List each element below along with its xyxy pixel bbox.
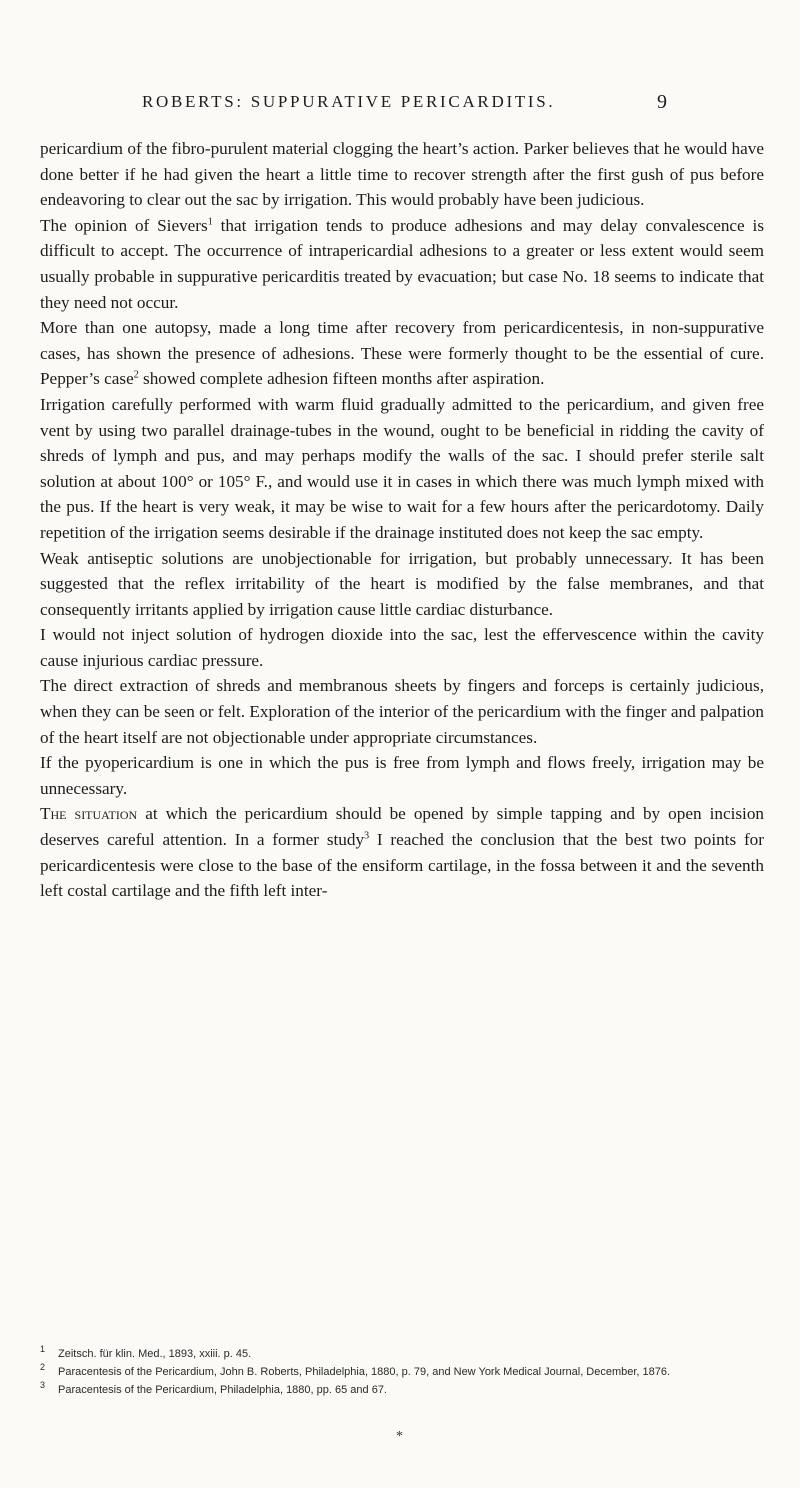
paragraph-3 <box>40 315 764 392</box>
footnote-ref-2: 2 <box>133 369 139 381</box>
footnote-3: 3 Paracentesis of the Pericardium, Philadelphia, 1880, pp. 65 and 67. <box>40 1380 387 1396</box>
page-number: 9 <box>657 91 667 113</box>
paragraph-2-part-b: that irrigation tends to produce adhesions and may delay convalescence is difficult to accept. The occurrence of intrapericardial adhesions to a greater or less extent would seem usually probable in suppurative pericarditis treated by evacuation; but case No. 18 seems to indicate that they need not occur. <box>40 215 765 312</box>
footnote-2: 2 Paracentesis of the Pericardium, John B. Roberts, Philadelphia, 1880, p. 79, and New York Medical Journal, December, 1876. <box>40 1362 671 1378</box>
body-text <box>40 136 764 904</box>
paragraph-1: pericardium of the fibro-purulent material clogging the heart’s action. Parker believes that he would have done better if he had given the heart a little time to recover strength after the first gush of pus before endeavoring to clear out the sac by irrigation. This would probably have been judicious. <box>40 139 764 210</box>
paragraph-8: If the pyopericardium is one in which the pus is free from lymph and flows freely, irrigation may be unnecessary. <box>40 753 764 798</box>
paragraph-9 <box>40 801 764 903</box>
paragraph-7: The direct extraction of shreds and membranous sheets by fingers and forceps is certainly judicious, when they can be seen or felt. Exploration of the interior of the pericardium with the finger and palpation of the heart itself are not objectionable under appropriate circumstances. <box>40 676 764 747</box>
paragraph-6: I would not inject solution of hydrogen dioxide into the sac, lest the effervescence within the cavity cause injurious cardiac pressure. <box>40 625 764 670</box>
footnote-2-text: Paracentesis of the Pericardium, John B. Roberts, Philadelphia, 1880, p. 79, and New York Medical Journal, December, 1876. <box>58 1366 671 1378</box>
paragraph-4: Irrigation carefully performed with warm fluid gradually admitted to the pericardium, and given free vent by using two parallel drainage-tubes in the wound, ought to be beneficial in ridding the cavity of shreds of lymph and pus, and may perhaps modify the walls of the sac. I should prefer sterile salt solution at about 100° or 105° F., and would use it in cases in which there was much lymph mixed with the pus. If the heart is very weak, it may be wise to wait for a few hours after the pericardotomy. Daily repetition of the irrigation seems desirable if the drainage instituted does not keep the sac empty. <box>40 394 764 542</box>
footnote-1: 1 Zeitsch. für klin. Med., 1893, xxiii. p. 45. <box>40 1344 252 1360</box>
paragraph-9-part-b: I reached the conclusion that the best two points for pericardicentesis were close to the base of the ensiform cartilage, in the fossa between it and the seventh left costal cartilage and the fifth left inter- <box>40 830 764 901</box>
footnote-ref-1: 1 <box>207 216 213 228</box>
paragraph-9-lead: The situation <box>40 804 138 824</box>
paragraph-3-part-a: More than one autopsy, made a long time after recovery from pericardicentesis, in non-suppurative cases, has shown the presence of adhesions. These were formerly thought to be the essential of cure. Pepper’s case <box>40 318 764 389</box>
running-header <box>142 92 667 122</box>
header-title: ROBERTS: SUPPURATIVE PERICARDITIS. <box>142 92 556 111</box>
paragraph-3-part-b: showed complete adhesion fifteen months after aspiration. <box>138 369 545 389</box>
footnote-3-text: Paracentesis of the Pericardium, Philadelphia, 1880, pp. 65 and 67. <box>58 1384 387 1396</box>
signature-mark: * <box>396 1429 403 1444</box>
paragraph-2-part-a: The opinion of Sievers <box>40 215 208 235</box>
footnote-1-text: Zeitsch. für klin. Med., 1893, xxiii. p. 45. <box>58 1348 252 1360</box>
footnote-ref-3: 3 <box>364 830 370 842</box>
paragraph-9-part-a: at which the pericardium should be opened by simple tapping and by open incision deserves careful attention. In a former study <box>40 804 765 850</box>
footnotes <box>40 1345 764 1399</box>
paragraph-2 <box>40 213 764 315</box>
paragraph-5: Weak antiseptic solutions are unobjectionable for irrigation, but probably unnecessary. It has been suggested that the reflex irritability of the heart is modified by the false membranes, and that consequently irritants applied by irrigation cause little cardiac disturbance. <box>40 548 764 619</box>
